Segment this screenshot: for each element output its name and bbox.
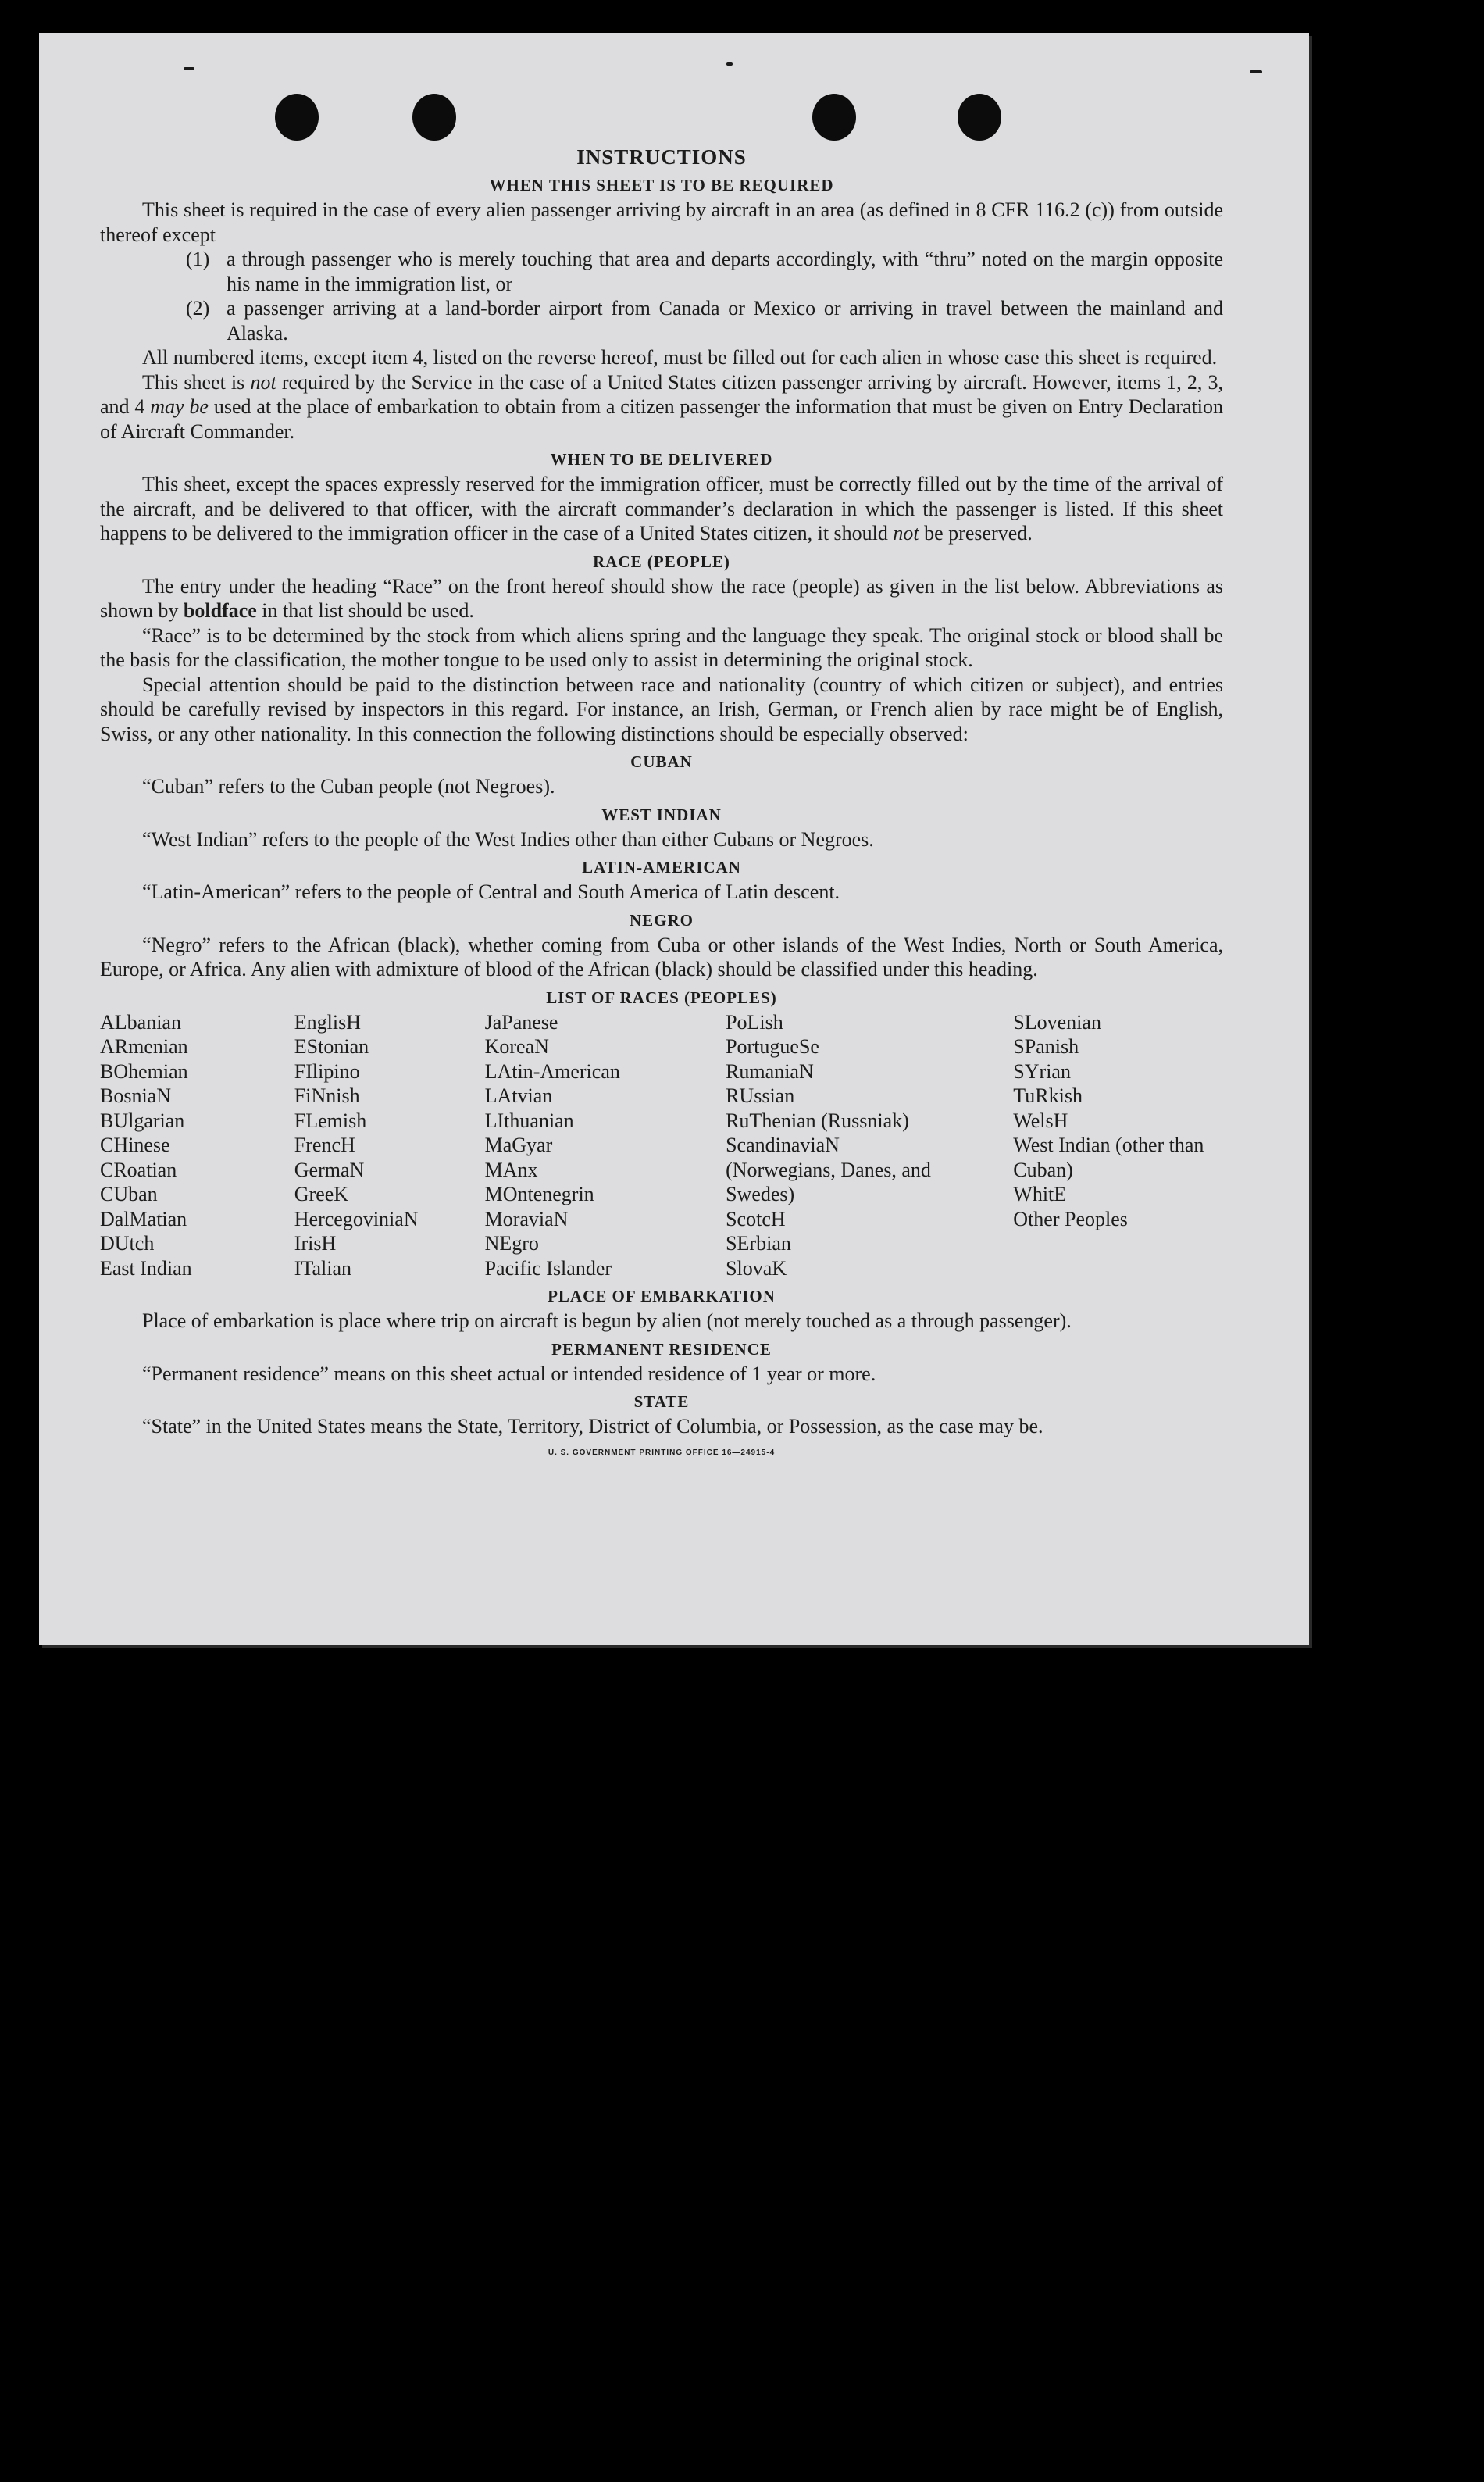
section-heading-west-indian: WEST INDIAN	[601, 805, 722, 824]
race-entry: MOntenegrin	[484, 1183, 594, 1205]
race-entry: EStonian	[294, 1035, 369, 1058]
paragraph: All numbered items, except item 4, listed on the reverse hereof, must be filled out for each alien in whose case this sheet is required.	[142, 346, 1218, 369]
race-entry: West Indian (other than Cuban)	[1013, 1134, 1204, 1181]
paragraph: “Latin-American” refers to the people of Central and South America of Latin descent.	[142, 880, 840, 903]
item-number: (1)	[186, 248, 210, 270]
race-entry: SErbian	[726, 1232, 791, 1255]
italic-text: may be	[150, 395, 209, 418]
text-run: used at the place of embarkation to obtain from a citizen passenger the information that must be given on Entry Declaration of Aircraft Commander.	[100, 395, 1224, 443]
race-entry: ScotcH	[726, 1207, 786, 1230]
text-run: This sheet, except the spaces expressly reserved for the immigration officer, must be correctly filled out by the time of the arrival of the aircraft, and be delivered to that officer, with the aircraft commander’s declaration in which the passenger is listed. If this sheet happens to be delivered to the immigration officer in the case of a United States citizen, it should	[100, 473, 1223, 545]
text-run: required by the Service in the case of a United States citizen passenger arriving by aircraft. However, items 1, 2, 3, and 4	[100, 370, 1224, 418]
paragraph: This sheet is required in the case of every alien passenger arriving by aircraft in an area (as defined in 8 CFR 116.2 (c)) from outside thereof except	[100, 198, 1223, 246]
race-entry: ARmenian	[100, 1035, 188, 1058]
scan-speck	[1250, 70, 1262, 73]
races-column	[1013, 1010, 1223, 1281]
section-heading-residence: PERMANENT RESIDENCE	[551, 1339, 772, 1359]
race-entry: RumaniaN	[726, 1059, 814, 1083]
race-entry: LIthuanian	[484, 1109, 574, 1132]
race-entry: RuThenian (Russniak)	[726, 1109, 909, 1132]
race-entry: HercegoviniaN	[294, 1207, 419, 1230]
item-number: (2)	[186, 297, 210, 320]
italic-text: not	[250, 370, 276, 394]
race-entry: PortugueSe	[726, 1035, 819, 1058]
text-run: be preserved.	[924, 522, 1033, 545]
paragraph: Special attention should be paid to the distinction between race and nationality (country of which citizen or subject), and entries should be carefully revised by inspectors in this regard. For instance, an Irish, German, or French alien by race might be of English, Swiss, or any other nationality. In this connection the following distinctions should be especially observed:	[100, 673, 1223, 745]
races-column	[100, 1010, 294, 1281]
text-run: This sheet is	[142, 370, 245, 394]
race-entry: CRoatian	[100, 1158, 177, 1181]
text-run: in that list should be used.	[262, 599, 474, 622]
race-entry: JaPanese	[484, 1010, 558, 1034]
paragraph: “Cuban” refers to the Cuban people (not Negroes).	[142, 775, 555, 798]
race-entry: SlovaK	[726, 1256, 787, 1280]
punch-hole	[412, 94, 456, 141]
section-heading-races-list: LIST OF RACES (PEOPLES)	[546, 987, 777, 1007]
paragraph: “Race” is to be determined by the stock from which aliens spring and the language they speak. The original stock or blood shall be the basis for the classification, the mother tongue to be used only to assist in determining the original stock.	[100, 623, 1223, 671]
race-entry: ScandinaviaN (Norwegians, Danes, and Swedes)	[726, 1134, 931, 1205]
punch-hole	[275, 94, 319, 141]
race-entry: TuRkish	[1013, 1084, 1083, 1107]
item-text: a through passenger who is merely touching that area and departs accordingly, with “thru” noted on the margin opposite his name in the immigration list, or	[227, 248, 1223, 295]
race-entry: DUtch	[100, 1232, 155, 1255]
page-title: INSTRUCTIONS	[576, 145, 747, 169]
race-entry: MAnx	[484, 1158, 538, 1181]
section-heading-latin-american: LATIN-AMERICAN	[582, 858, 741, 877]
scan-speck	[184, 67, 194, 70]
section-heading-state: STATE	[633, 1392, 690, 1411]
race-entry: FiNnish	[294, 1084, 360, 1107]
exception-item	[186, 296, 1223, 345]
races-list	[100, 1010, 1223, 1281]
race-entry: Pacific Islander	[484, 1256, 612, 1280]
race-entry: EnglisH	[294, 1010, 362, 1034]
race-entry: SYrian	[1013, 1059, 1071, 1083]
race-entry: MoraviaN	[484, 1207, 569, 1230]
race-entry: BUlgarian	[100, 1109, 185, 1132]
race-entry: BOhemian	[100, 1059, 188, 1083]
scan-speck	[726, 62, 733, 66]
document-sheet	[39, 33, 1309, 1645]
paragraph	[100, 574, 1223, 623]
races-column	[294, 1010, 485, 1281]
race-entry: NEgro	[484, 1232, 539, 1255]
section-heading-when-delivered: WHEN TO BE DELIVERED	[550, 450, 773, 469]
race-entry: GreeK	[294, 1183, 349, 1205]
paragraph: “Permanent residence” means on this sheet actual or intended residence of 1 year or more.	[142, 1362, 876, 1385]
race-entry: IrisH	[294, 1232, 337, 1255]
race-entry: DalMatian	[100, 1207, 187, 1230]
race-entry: RUssian	[726, 1084, 795, 1107]
bold-text: boldface	[183, 599, 257, 622]
section-heading-when-required: WHEN THIS SHEET IS TO BE REQUIRED	[489, 176, 834, 195]
race-entry: CHinese	[100, 1134, 170, 1156]
paragraph: Place of embarkation is place where trip on aircraft is begun by alien (not merely touched as a through passenger).	[142, 1309, 1072, 1332]
race-entry: ITalian	[294, 1256, 352, 1280]
race-entry: MaGyar	[484, 1134, 553, 1156]
section-heading-race: RACE (PEOPLE)	[593, 552, 730, 571]
races-column	[485, 1010, 726, 1281]
paragraph: “West Indian” refers to the people of the West Indies other than either Cubans or Negroes.	[142, 827, 874, 851]
paragraph: “State” in the United States means the State, Territory, District of Columbia, or Possession, as the case may be.	[142, 1415, 1043, 1437]
section-heading-negro: NEGRO	[629, 910, 694, 930]
punch-hole	[958, 94, 1001, 141]
race-entry: KoreaN	[484, 1035, 549, 1058]
exception-item	[186, 247, 1223, 296]
race-entry: WhitE	[1013, 1183, 1067, 1205]
race-entry: CUban	[100, 1183, 158, 1205]
race-entry: WelsH	[1013, 1109, 1068, 1132]
race-entry: FLemish	[294, 1109, 367, 1132]
races-column	[726, 1010, 1013, 1281]
race-entry: Other Peoples	[1013, 1207, 1128, 1230]
text-run: The entry under the heading “Race” on the front hereof should show the race (people) as given in the list below. Abbreviations as shown by	[100, 574, 1223, 622]
paragraph	[100, 370, 1223, 445]
race-entry: GermaN	[294, 1158, 365, 1181]
race-entry: SLovenian	[1013, 1010, 1101, 1034]
item-text: a passenger arriving at a land-border airport from Canada or Mexico or arriving in travel between the mainland and Alaska.	[227, 297, 1223, 345]
printing-office-footer: U. S. GOVERNMENT PRINTING OFFICE 16—24915-4	[548, 1448, 776, 1457]
race-entry: LAtvian	[484, 1084, 553, 1107]
race-entry: SPanish	[1013, 1035, 1079, 1058]
race-entry: PoLish	[726, 1010, 783, 1034]
paragraph	[100, 472, 1223, 546]
section-heading-cuban: CUBAN	[630, 752, 693, 771]
section-heading-embarkation: PLACE OF EMBARKATION	[548, 1287, 776, 1305]
race-entry: ALbanian	[100, 1010, 181, 1034]
punch-hole	[812, 94, 856, 141]
race-entry: FIlipino	[294, 1059, 360, 1083]
race-entry: FrencH	[294, 1134, 355, 1156]
race-entry: East Indian	[100, 1256, 192, 1280]
race-entry: LAtin-American	[484, 1059, 620, 1083]
race-entry: BosniaN	[100, 1084, 171, 1107]
italic-text: not	[893, 522, 919, 545]
paragraph: “Negro” refers to the African (black), whether coming from Cuba or other islands of the West Indies, North or South America, Europe, or Africa. Any alien with admixture of blood of the African (black) should be classified under this heading.	[100, 933, 1223, 980]
